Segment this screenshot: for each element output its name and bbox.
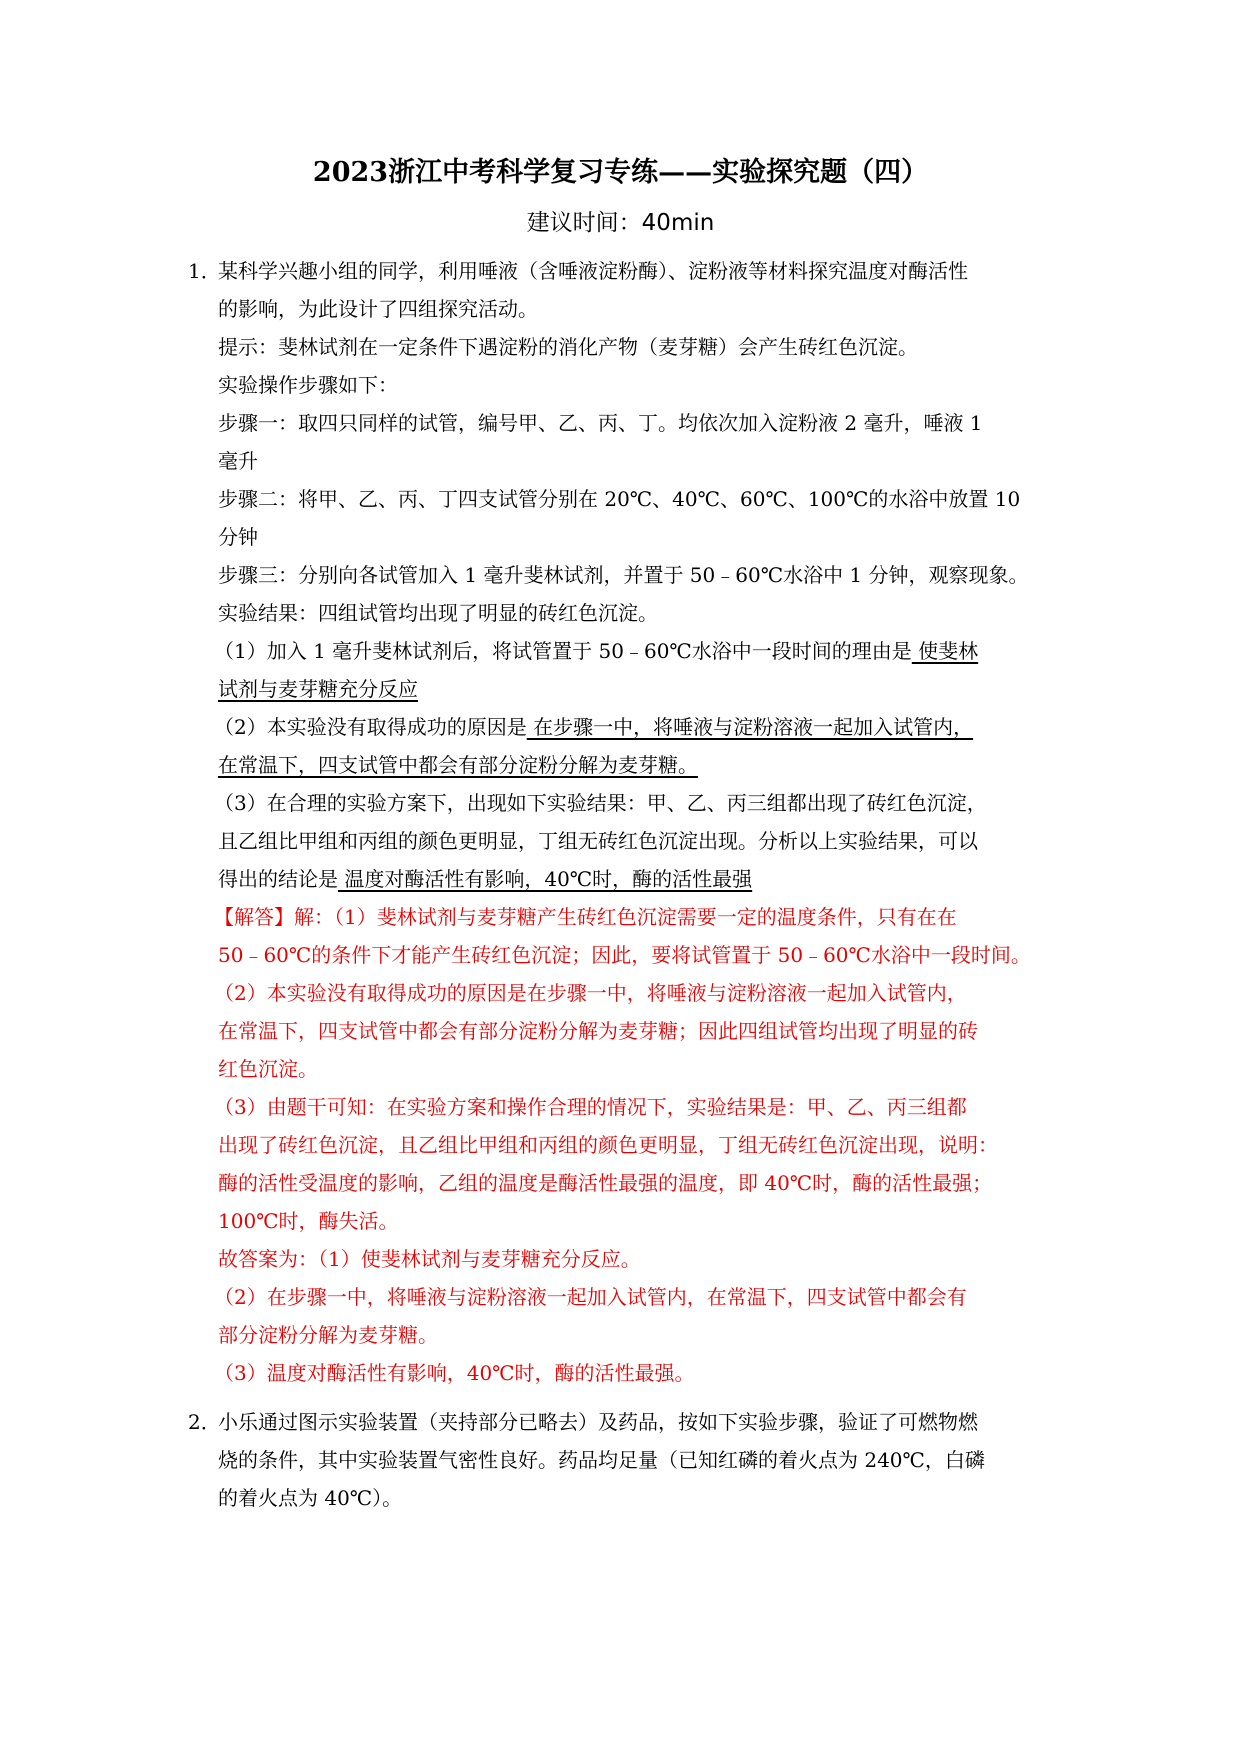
solution-line: （3）温度对酶活性有影响，40℃时，酶的活性最强。 <box>214 1361 695 1385</box>
subquestion-2-cont <box>188 746 1068 784</box>
question-line: 的着火点为 40℃）。 <box>218 1486 403 1510</box>
question-2 <box>188 1403 1068 1517</box>
question-line: 步骤二：将甲、乙、丙、丁四支试管分别在 20℃、40℃、60℃、100℃的水浴中放置 10 <box>218 487 1021 511</box>
question-line: 分钟 <box>218 525 258 549</box>
question-line: 烧的条件，其中实验装置气密性良好。药品均足量（已知红磷的着火点为 240℃，白磷 <box>218 1448 985 1472</box>
solution-line: 酶的活性受温度的影响，乙组的温度是酶活性最强的温度，即 40℃时，酶的活性最强； <box>218 1171 993 1195</box>
subquestion-1-text: （1）加入 1 毫升斐林试剂后，将试管置于 50﹣60℃水浴中一段时间的理由是 <box>214 639 912 663</box>
question-line: 的影响，为此设计了四组探究活动。 <box>218 297 538 321</box>
question-line: 提示：斐林试剂在一定条件下遇淀粉的消化产物（麦芽糖）会产生砖红色沉淀。 <box>218 335 918 359</box>
page-subtitle: 建议时间：40min <box>526 210 715 236</box>
subquestion-2-answer: 在步骤一中，将唾液与淀粉溶液一起加入试管内， <box>526 715 974 739</box>
subquestion-3-cont <box>188 860 1068 898</box>
subquestion-1 <box>188 632 1068 670</box>
question-1 <box>188 252 1068 1392</box>
question-line: 毫升 <box>218 449 258 473</box>
solution-line: （2）本实验没有取得成功的原因是在步骤一中，将唾液与淀粉溶液一起加入试管内， <box>214 981 967 1005</box>
subquestion-3-line: 且乙组比甲组和丙组的颜色更明显，丁组无砖红色沉淀出现。分析以上实验结果，可以 <box>218 829 978 853</box>
subquestion-3-answer: 温度对酶活性有影响，40℃时，酶的活性最强 <box>338 867 753 891</box>
subquestion-1-cont <box>188 670 1068 708</box>
question-number: 1． <box>188 259 221 283</box>
question-number: 2． <box>188 1410 221 1434</box>
solution-line: 在常温下，四支试管中都会有部分淀粉分解为麦芽糖；因此四组试管均出现了明显的砖 <box>218 1019 978 1043</box>
subquestion-3: （3）在合理的实验方案下，出现如下实验结果：甲、乙、丙三组都出现了砖红色沉淀， <box>214 791 987 815</box>
question-line: 步骤三：分别向各试管加入 1 毫升斐林试剂，并置于 50﹣60℃水浴中 1 分钟，观察现象。 <box>218 563 1029 587</box>
solution-line: 红色沉淀。 <box>218 1057 318 1081</box>
question-line: 小乐通过图示实验装置（夹持部分已略去）及药品，按如下实验步骤，验证了可燃物燃 <box>218 1410 978 1434</box>
solution-line: 50﹣60℃的条件下才能产生砖红色沉淀；因此，要将试管置于 50﹣60℃水浴中一段时间。 <box>218 943 1031 967</box>
subquestion-2-text: （2）本实验没有取得成功的原因是 <box>214 715 527 739</box>
subquestion-3-text: 得出的结论是 <box>218 867 338 891</box>
subquestion-1-answer: 使斐林 <box>911 639 979 663</box>
subquestion-2-answer: 在常温下，四支试管中都会有部分淀粉分解为麦芽糖。 <box>218 753 698 777</box>
solution-line: 【解答】解：（1）斐林试剂与麦芽糖产生砖红色沉淀需要一定的温度条件，只有在在 <box>214 905 957 929</box>
solution-line: （3）由题干可知：在实验方案和操作合理的情况下，实验结果是：甲、乙、丙三组都 <box>214 1095 967 1119</box>
solution-line: （2）在步骤一中，将唾液与淀粉溶液一起加入试管内，在常温下，四支试管中都会有 <box>214 1285 967 1309</box>
solution-line: 100℃时，酶失活。 <box>218 1209 399 1233</box>
question-line: 实验结果：四组试管均出现了明显的砖红色沉淀。 <box>218 601 658 625</box>
question-line: 步骤一：取四只同样的试管，编号甲、乙、丙、丁。均依次加入淀粉液 2 毫升，唾液 1 <box>218 411 983 435</box>
solution-line: 出现了砖红色沉淀，且乙组比甲组和丙组的颜色更明显，丁组无砖红色沉淀出现，说明： <box>218 1133 998 1157</box>
question-line: 某科学兴趣小组的同学，利用唾液（含唾液淀粉酶）、淀粉液等材料探究温度对酶活性 <box>218 259 968 283</box>
solution-line: 故答案为：（1）使斐林试剂与麦芽糖充分反应。 <box>218 1247 641 1271</box>
solution-line: 部分淀粉分解为麦芽糖。 <box>218 1323 438 1347</box>
subquestion-1-answer: 试剂与麦芽糖充分反应 <box>218 677 418 701</box>
subquestion-2 <box>188 708 1068 746</box>
question-line: 实验操作步骤如下： <box>218 373 398 397</box>
page-title: 2023浙江中考科学复习专练——实验探究题（四） <box>312 157 929 188</box>
